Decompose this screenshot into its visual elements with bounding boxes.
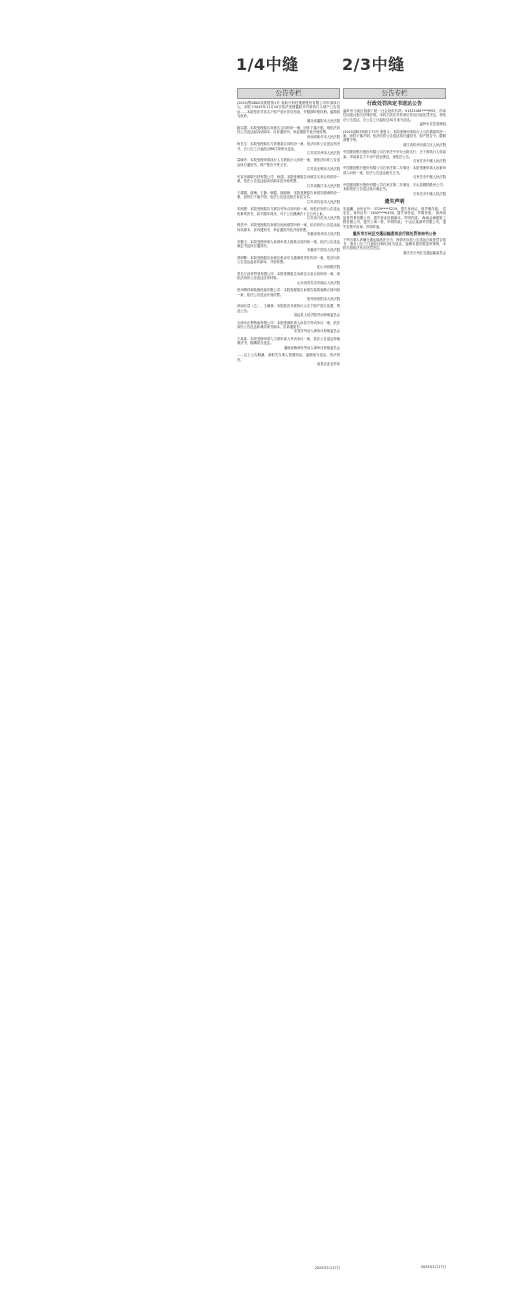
notice-signature: 江苏省无锡市人民法院	[307, 167, 340, 172]
right-column-banner: 公告专栏	[343, 88, 446, 99]
notice-item	[343, 150, 446, 163]
notice-signature: 重庆市万州区交通运输委员会	[403, 250, 446, 255]
notice-body: 王某某：本院受理申请人与被申请人劳动争议一案，依法公告送达仲裁裁决书，期满视为送达。	[237, 336, 340, 346]
right-gutter-header: 2/3中缝	[342, 55, 405, 74]
notice-signature: 贵州省贵阳市人民法院	[307, 297, 340, 302]
notice-signature: 安徽省亳州市人民法院	[307, 232, 340, 237]
notice-item	[237, 240, 340, 253]
left-gutter-header: 1/4中缝	[236, 55, 299, 74]
notice-item	[343, 130, 446, 148]
notice-item	[237, 191, 340, 204]
notice-item	[237, 304, 340, 317]
notice-signature: 某县农业农村局	[316, 361, 340, 366]
notice-signature: 山东省青岛市市南区人民法院	[297, 280, 340, 285]
notice-body: ……以上公告期满，请相关当事人按期到达，逾期视为送达，依法判决。	[237, 353, 340, 362]
left-notices-list	[237, 101, 340, 366]
notice-body: 温岭市当前区旅游厂统一社会信用代码：91331081****JP07，你单位因违反相关法律法规，本机关依法对你单位作出行政处罚决定，现依法公告送达，自公告之日起经过30日视为送达。	[343, 109, 446, 122]
notice-body: 杨长生：本院受理原告与你借款合同纠纷一案，依法向你公告送达判决书，自公告之日起经过60日即视为送达。	[237, 142, 340, 151]
notice-item	[343, 166, 446, 179]
notice-signature: 浙江省杭州市滨江区人民法院	[403, 142, 446, 147]
notice-item	[237, 126, 340, 139]
right-notice-column	[343, 88, 446, 1269]
notice-body: 姚以置：本院受理原告诉被告合同纠纷一案，因你下落不明，现依法向你公告送达起诉状副本、应诉通知书、举证通知书及开庭传票。	[237, 126, 340, 135]
right-column-footer-date: 2025年1月17日	[420, 1264, 446, 1269]
notice-item	[237, 337, 340, 350]
notice-body: 朱明建：本院受理原告与被告劳务合同纠纷一案，现依法向你公告送达民事判决书，如不服本判决，可于公告期满后十五日内上诉。	[237, 207, 340, 216]
notice-item	[237, 158, 340, 171]
notice-item	[237, 207, 340, 220]
notice-signature: 东莞市劳动人事争议仲裁委员会	[293, 329, 340, 334]
notice-item	[237, 353, 340, 366]
notice-body: 贵州博祥和装修设备有限公司：本院受理原告诉被告装饰装修合同纠纷一案，依法公告送达开庭传票。	[237, 288, 340, 297]
notice-body: 青岛万河邦贸易有限公司：本院受理原告诉被告买卖合同纠纷一案，现依法向你公告送达应诉材料。	[237, 272, 340, 281]
notice-item	[237, 223, 340, 236]
notice-signature: 清远县人民法院劳动仲裁委员会	[293, 313, 340, 318]
notice-signature: 湖北省襄阳市人民法院	[307, 118, 340, 123]
notice-signature: 安徽省宁国市人民法院	[307, 248, 340, 253]
notice-item	[237, 101, 340, 123]
right-notices-list	[343, 101, 446, 255]
notice-item	[237, 256, 340, 269]
notice-item	[343, 199, 446, 229]
notice-body: (2025)鄂0602执保提第1号 高新兴科技集团股份有限公司申请执行人，本院于2025年11月20日依法受理襄阳市对被执行人财产公告送达……本院依法对其名下财产进行评估拍卖，并限期申报权利。逾期视为放弃。	[237, 101, 340, 119]
notice-signature: 河南省焦作市人民法院	[307, 134, 340, 139]
notice-title: 行政处罚决定书送达公告	[366, 101, 422, 107]
notice-signature: 江苏省镇江市人民法院	[307, 183, 340, 188]
notice-title: 遗失声明	[384, 198, 405, 205]
notice-signature: 江苏省苏州市人民法院	[307, 151, 340, 156]
notice-item	[237, 175, 340, 188]
notice-signature: 江苏省兴化市人民法院	[307, 215, 340, 220]
left-notice-column	[237, 88, 340, 1270]
notice-item	[237, 272, 340, 285]
notice-body: 中国建设银行股份有限公司石家庄第二办事处、平山县钢铁股份公司：本院依法公告送达执行裁定书。	[343, 182, 446, 192]
notice-signature: 温岭市应急管理局	[419, 122, 446, 127]
notice-body: 河南长葛（乙）、王满林：本院依法对被执行人名下财产进行处置，特此公告。	[237, 304, 340, 313]
notice-item	[343, 183, 446, 196]
left-column-banner: 公告专栏	[237, 88, 340, 99]
notice-item	[343, 232, 446, 255]
notice-body: 天津市正利物流有限公司：本院受理申请人诉你方劳动争议一案，依法向你公告送达仲裁申请书副本、应诉通知书。	[237, 320, 340, 330]
notice-body: 中国建设银行股份有限公司石家庄第二办事处：本院受理申请人诉被申请人纠纷一案，依法公告送达相关文书。	[343, 166, 446, 175]
notice-item	[237, 288, 340, 301]
notice-signature: 佳山市协路法院	[316, 264, 340, 269]
notice-body: 蔡明辉：本院受理原告诉被告机动车交通事故责任纠纷一案，依法向你公告送达起诉状副本、开庭传票。	[237, 255, 340, 265]
notice-title: 重庆市万州区交通运输委员会行政处罚告知书公告	[352, 230, 437, 236]
notice-body: 朱福鹏，身份证号：3729****5219，遗失身份证，现声明作废。 武宏宏，身份证号：1302****0430，遗失身份证，声明作废。 贵州省宸星贸易有限公司，遗失营业执照副本，声明作废。 海南众诚建筑工程有限公司，遗失公章一枚，声明作废。 中山区某商贸有限公司，遗失发票专用章，声明作废。	[343, 206, 446, 229]
notice-body: 句容市都联石材有限公司、杨超：本院受理原告诉被告买卖合同纠纷一案，依法公告送达起诉状副本及开庭传票。	[237, 174, 340, 184]
notice-body: 王德娟、薛梅、王静、韩霞、薛淑艳：本院受理原告诉被告继承纠纷一案，因你们下落不明，依法公告送达相关诉讼文书。	[237, 190, 340, 200]
left-column-footer-date: 2025年1月17日	[314, 1265, 340, 1270]
notice-signature: 江苏省句容市人民法院	[307, 199, 340, 204]
notice-body: 程效中：本院受理原告诉被告民间借贷纠纷一案，依法向你公告送达起诉状副本、应诉通知书、举证通知书及开庭传票。	[237, 223, 340, 232]
notice-signature: 湖南省株洲市劳动人事争议仲裁委员会	[283, 345, 340, 350]
notice-body: (2025)浙03执恢字73号 张胜义：本院受理申请执行人与你借款纠纷一案，因你下落不明，依法向你公告送达执行通知书、财产报告令、限制消费令等。	[343, 129, 446, 143]
notice-item	[343, 101, 446, 127]
notice-body: 安徽文：本院受理申请人诉被申请人借款合同纠纷一案，依法公告送达裁定书及执行通知书。	[237, 239, 340, 248]
notice-body: 葛晓冬：本院受理申请执行人与被执行人纠纷一案，现依法向你公告送达执行通知书、财产报告令等文书。	[237, 158, 340, 167]
notice-body: 中国建设银行股份有限公司石家庄中华北大街支行：关于被执行人张某某、李某某名下不动产拍卖事宜，现依法公告。	[343, 150, 446, 159]
notice-signature: 石家庄市中级人民法院	[413, 191, 446, 196]
notice-signature: 石家庄市中级人民法院	[413, 175, 446, 180]
notice-body: 下列当事人涉嫌交通运输违法行为，现依法向你公告送达行政处罚告知书。请自公告之日起经过60日视为送达，逾期未提出陈述申辩的，本机关将依法作出处罚决定。	[343, 237, 446, 251]
notice-signature: 石家庄市中级人民法院	[413, 159, 446, 164]
notice-item	[237, 321, 340, 334]
notice-item	[237, 142, 340, 155]
